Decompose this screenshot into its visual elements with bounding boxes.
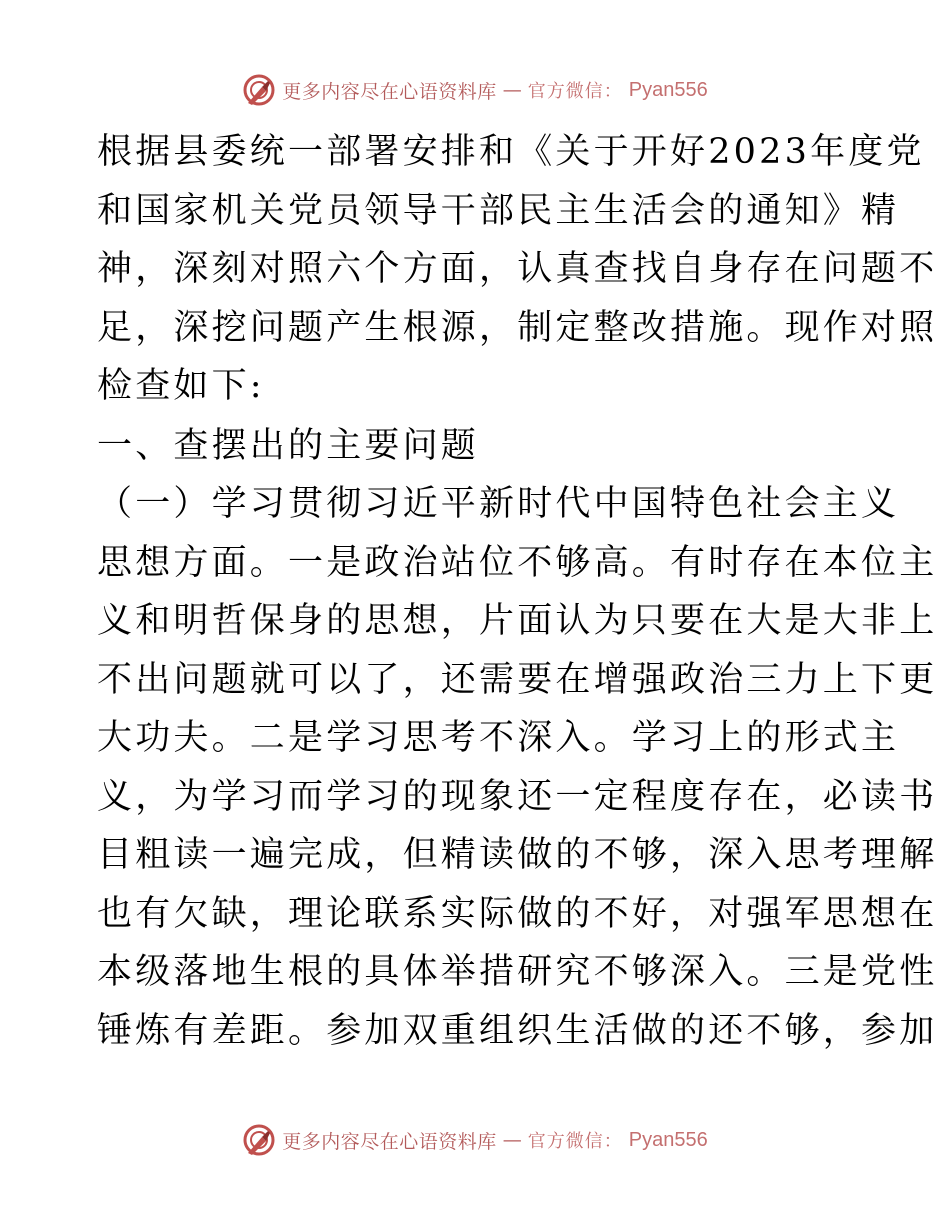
body-line: （一）学习贯彻习近平新时代中国特色社会主义 [97, 484, 900, 524]
pen-logo-icon [242, 73, 276, 107]
document-body [97, 123, 938, 1060]
body-line: 锤炼有差距。参加双重组织生活做的还不够，参加 [97, 1010, 938, 1051]
wechat-id: Pyan556 [628, 1128, 708, 1151]
body-line: 也有欠缺，理论联系实际做的不好，对强军思想在 [97, 893, 938, 934]
wechat-label: 官方微信： [527, 1131, 623, 1152]
pen-logo-icon [242, 1123, 276, 1157]
watermark-text: 更多内容尽在心语资料库 [282, 80, 497, 103]
intro-line: 检查如下: [97, 366, 265, 406]
intro-line: 根据县委统一部署安排和《关于开好2023年度党 [97, 132, 925, 172]
body-line: 思想方面。一是政治站位不够高。有时存在本位主 [97, 542, 938, 583]
body-line: 义，为学习而学习的现象还一定程度存在，必读书 [97, 776, 938, 817]
watermark-separator: — [502, 79, 522, 101]
intro-line: 足，深挖问题产生根源，制定整改措施。现作对照 [97, 307, 938, 348]
intro-line: 和国家机关党员领导干部民主生活会的通知》精 [97, 190, 900, 231]
body-line: 目粗读一遍完成，但精读做的不够，深入思考理解 [97, 835, 938, 875]
body-line: 本级落地生根的具体举措研究不够深入。三是党性 [97, 952, 938, 992]
wechat-id: Pyan556 [628, 78, 708, 101]
wechat-label: 官方微信： [527, 81, 623, 102]
header-watermark-banner [0, 70, 950, 110]
watermark-separator: — [502, 1129, 522, 1151]
footer-watermark-banner [0, 1120, 950, 1160]
section-heading: 一、查摆出的主要问题 [97, 425, 480, 466]
body-line: 大功夫。二是学习思考不深入。学习上的形式主 [97, 718, 900, 758]
body-line: 不出问题就可以了，还需要在增强政治三力上下更 [97, 659, 938, 700]
watermark-text: 更多内容尽在心语资料库 [282, 1130, 497, 1153]
body-line: 义和明哲保身的思想，片面认为只要在大是大非上 [97, 601, 938, 641]
intro-line: 神，深刻对照六个方面，认真查找自身存在问题不 [97, 249, 938, 289]
